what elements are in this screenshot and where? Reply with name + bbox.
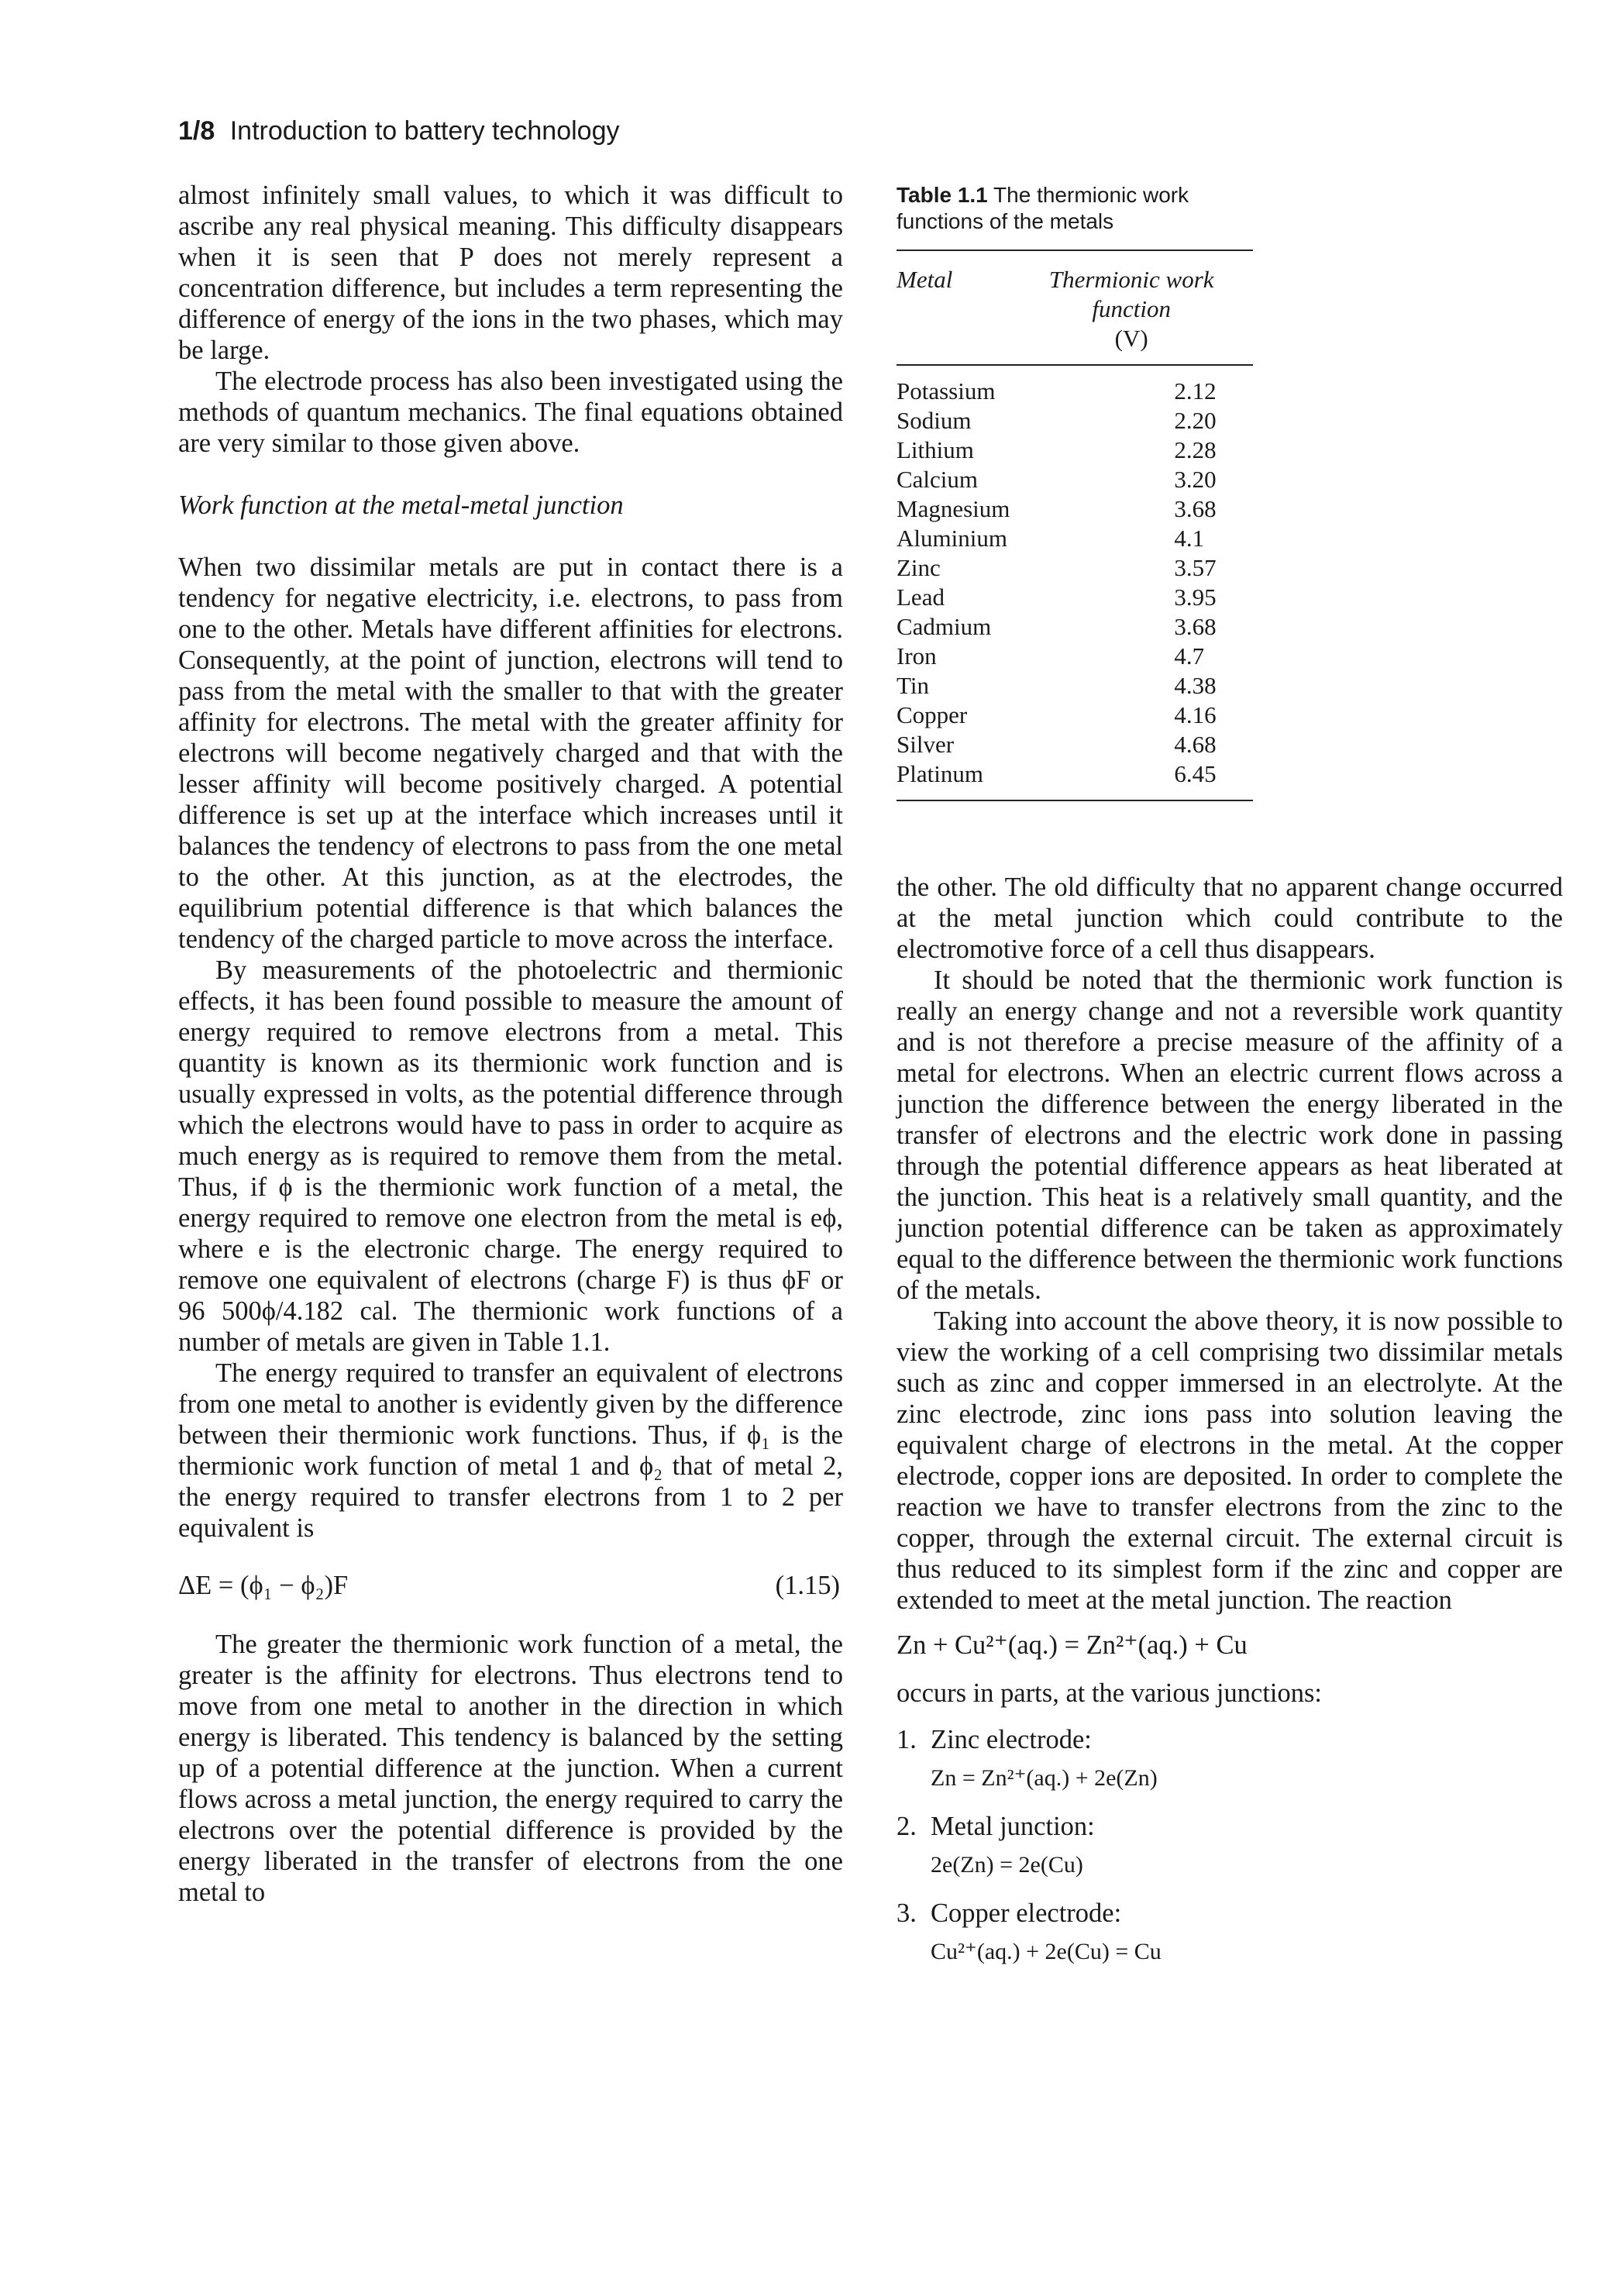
cell-metal: Iron — [897, 642, 937, 670]
cell-value: 2.28 — [1174, 436, 1217, 463]
table-row — [897, 435, 1253, 465]
paragraph: It should be noted that the thermionic work function is really an energy change and not a reversible work quantity and is not therefore a precise measure of the affinity of a metal for electrons. When an electric current flows across a junction the difference between the energy liberated in the transfer of electrons and the electric work done in passing through the potential difference appears as heat liberated at the junction. This heat is a relatively small quantity, and the junction potential difference can be taken as approximately equal to the difference between the thermionic work functions of the metals. — [897, 966, 1563, 1305]
list-item — [897, 1811, 1563, 1881]
cell-value: 6.45 — [1174, 760, 1217, 787]
cell-value: 4.68 — [1174, 731, 1217, 758]
cell-metal: Lithium — [897, 436, 974, 463]
column-header-work-function-label: Thermionic work function — [1048, 266, 1214, 322]
left-column — [178, 180, 843, 1908]
table-row — [897, 642, 1253, 671]
right-column — [897, 872, 1563, 1984]
table-row — [897, 730, 1253, 759]
table-row — [897, 701, 1253, 730]
table-row — [897, 671, 1253, 701]
paragraph: almost infinitely small values, to which it was difficult to ascribe any real physical meaning. This difficulty disappears when it is seen that P does not merely represent a concentration difference, but includes a term representing the difference of energy of the ions in the two phases, which may be large. — [178, 181, 843, 365]
cell-value: 3.57 — [1174, 554, 1217, 581]
running-head — [178, 116, 619, 146]
cell-metal: Tin — [897, 672, 929, 699]
cell-metal: Platinum — [897, 760, 983, 787]
paragraph: The energy required to transfer an equivalent of electrons from one metal to another is evidently given by the difference between their thermionic work functions. Thus, if ϕ₁ is the thermionic work function of metal 1 and ϕ₂ that of metal 2, the energy required to transfer electrons from 1 to 2 per equivalent is — [178, 1358, 843, 1543]
cell-metal: Cadmium — [897, 613, 992, 640]
list-item-title — [897, 1811, 1563, 1842]
table-row — [897, 365, 1253, 406]
cell-metal: Silver — [897, 731, 955, 758]
list-item-equation: Cu²⁺(aq.) + 2e(Cu) = Cu — [931, 1939, 1162, 1964]
cell-value: 3.68 — [1174, 495, 1217, 522]
list-item-number: 3. — [897, 1898, 917, 1928]
cell-value: 4.16 — [1174, 701, 1217, 728]
equation-1-15 — [178, 1570, 843, 1601]
cell-metal: Magnesium — [897, 495, 1010, 522]
paragraph: When two dissimilar metals are put in contact there is a tendency for negative electricity, i.e. electrons, to pass from one to the other. Metals have different affinities for electrons. Consequently, at the point of junction, electrons will tend to pass from the metal with the smaller to that with the greater affinity for electrons. The metal with the greater affinity for electrons will become negatively charged and that with the lesser affinity will become positively charged. A potential difference is set up at the interface which increases until it balances the tendency of electrons to pass from the one metal to the other. At this junction, as at the electrodes, the equilibrium potential difference is that which balances the tendency of the charged particle to move across the interface. — [178, 552, 843, 954]
cell-metal: Aluminium — [897, 525, 1007, 552]
junction-list — [897, 1724, 1563, 1967]
table-row — [897, 553, 1253, 583]
list-item-equation: Zn = Zn²⁺(aq.) + 2e(Zn) — [931, 1765, 1158, 1791]
table-row — [897, 494, 1253, 524]
list-item — [897, 1898, 1563, 1967]
equation-expression: ΔE = (ϕ₁ − ϕ₂)F — [178, 1571, 349, 1600]
equation-number: (1.15) — [775, 1571, 840, 1600]
table-number: Table 1.1 — [897, 183, 988, 207]
paragraph: The greater the thermionic work function of a metal, the greater is the affinity for electrons. Thus electrons tend to move from one metal to another in the direction in which energy is liberated. This tendency is balanced by the setting up of a potential difference at the junction. When a current flows across a metal junction, the energy required to carry the electrons over the potential difference is provided by the energy liberated in the transfer of electrons from the one metal to — [178, 1630, 843, 1907]
list-item-label: Metal junction: — [931, 1812, 1095, 1841]
column-header-work-function — [1010, 250, 1253, 365]
column-header-unit: (V) — [1114, 325, 1148, 352]
table-row — [897, 465, 1253, 494]
section-heading: Work function at the metal-metal junction — [178, 491, 624, 520]
cell-value: 2.12 — [1174, 377, 1217, 404]
cell-metal: Calcium — [897, 466, 979, 493]
thermionic-work-function-table — [897, 250, 1253, 801]
cell-value: 4.7 — [1174, 642, 1205, 670]
cell-metal: Lead — [897, 583, 945, 611]
paragraph: the other. The old difficulty that no apparent change occurred at the metal junction which could contribute to the electromotive force of a cell thus disappears. — [897, 873, 1563, 964]
list-item — [897, 1724, 1563, 1794]
cell-value: 2.20 — [1174, 407, 1217, 434]
table-row — [897, 583, 1253, 612]
paragraph: occurs in parts, at the various junctions: — [897, 1678, 1323, 1708]
table-row — [897, 406, 1253, 435]
list-item-equation: 2e(Zn) = 2e(Cu) — [931, 1852, 1083, 1878]
table-header-row — [897, 250, 1253, 365]
list-item-label: Copper electrode: — [931, 1898, 1122, 1928]
table-row — [897, 759, 1253, 800]
list-item-label: Zinc electrode: — [931, 1725, 1092, 1754]
reaction-equation: Zn + Cu²⁺(aq.) = Zn²⁺(aq.) + Cu — [897, 1630, 1248, 1660]
page-number: 1/8 — [178, 116, 215, 146]
list-item-title — [897, 1724, 1563, 1755]
list-item-title — [897, 1898, 1563, 1929]
paragraph: Taking into account the above theory, it is now possible to view the working of a cell comprising two dissimilar metals such as zinc and copper immersed in an electrolyte. At the zinc electrode, zinc ions pass into solution leaving the equivalent charge of electrons in the metal. At the copper electrode, copper ions are deposited. In order to complete the reaction we have to transfer electrons from the zinc to the copper, through the external circuit. The external circuit is thus reduced to its simplest form if the zinc and copper are extended to meet at the metal junction. The reaction — [897, 1306, 1563, 1615]
running-head-title: Introduction to battery technology — [229, 116, 620, 146]
paragraph: By measurements of the photoelectric and thermionic effects, it has been found possible to measure the amount of energy required to remove electrons from a metal. This quantity is known as its thermionic work function and is usually expressed in volts, as the potential difference through which the electrons would have to pass in order to acquire as much energy as is required to remove them from the metal. Thus, if ϕ is the thermionic work function of a metal, the energy required to remove one electron from the metal is eϕ, where e is the electronic charge. The energy required to remove one equivalent of electrons (charge F) is thus ϕF or 96 500ϕ/4.182 cal. The thermionic work functions of a number of metals are given in Table 1.1. — [178, 955, 843, 1357]
cell-metal: Potassium — [897, 377, 996, 404]
cell-value: 4.1 — [1174, 525, 1205, 552]
cell-metal: Sodium — [897, 407, 972, 434]
column-header-metal: Metal — [897, 266, 953, 293]
cell-value: 4.38 — [1174, 672, 1217, 699]
cell-metal: Copper — [897, 701, 968, 728]
paragraph: The electrode process has also been investigated using the methods of quantum mechanics. The final equations obtained are very similar to those given above. — [178, 367, 843, 458]
table-row — [897, 612, 1253, 642]
cell-value: 3.95 — [1174, 583, 1217, 611]
cell-metal: Zinc — [897, 554, 941, 581]
table-row — [897, 524, 1253, 553]
list-item-number: 2. — [897, 1812, 917, 1841]
table-caption — [897, 182, 1268, 235]
cell-value: 3.68 — [1174, 613, 1217, 640]
list-item-number: 1. — [897, 1725, 917, 1754]
table-caption-text: The thermionic work functions of the metals — [897, 183, 1189, 233]
cell-value: 3.20 — [1174, 466, 1217, 493]
